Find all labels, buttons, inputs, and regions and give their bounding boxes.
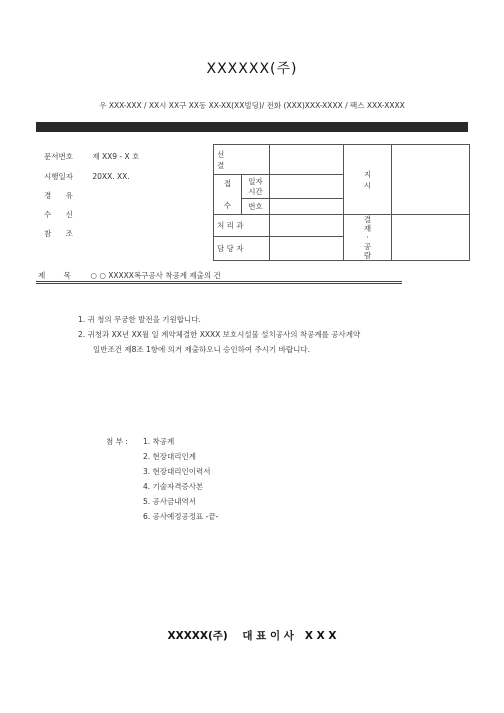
attachment-item: 3. 현장대리인이력서 xyxy=(143,467,211,476)
doc-number-value: 제 XX9 - X 호 xyxy=(92,152,140,161)
damdangja-cell: 담 당 자 xyxy=(214,237,270,261)
company-title: XXXXXX(주) xyxy=(206,61,298,77)
date-label: 시행일자 xyxy=(44,172,73,181)
jisi-cell: 지 시 xyxy=(344,145,392,215)
to-label: 수 신 xyxy=(44,210,79,219)
subject-row xyxy=(38,270,402,281)
subject-underline xyxy=(36,281,402,284)
doc-number-row xyxy=(44,151,139,162)
body-line-1: 1. 귀 청의 무궁한 발전을 기원합니다. xyxy=(78,315,201,324)
subject-label: 제 목 xyxy=(38,271,79,280)
damdangja-value-cell xyxy=(270,237,344,261)
attachment-item: 5. 공사금내역서 xyxy=(143,497,197,506)
jisi-value-cell xyxy=(392,145,470,215)
body-line-2: 2. 귀청과 XX년 XX월 일 계약체결한 XXXX 보호시설물 설치공사의 착공계를 공사계약 xyxy=(78,330,361,339)
header-divider-bar xyxy=(36,122,468,132)
ref-label: 참 조 xyxy=(44,229,79,238)
doc-number-label: 문서번호 xyxy=(44,152,73,161)
seongyeol-value-cell xyxy=(270,145,344,175)
su-label: 수 xyxy=(223,201,232,210)
date-value: 20XX. XX. xyxy=(92,172,130,181)
approval-table xyxy=(213,144,470,261)
subject-text: ○ ○ XXXXX복구공사 착공계 제출의 건 xyxy=(90,271,221,280)
attachment-item: 4. 기술자격증사본 xyxy=(143,482,204,491)
ilja-sigan-cell: 일자 시간 xyxy=(242,175,270,199)
seongyeol-cell: 선 결 xyxy=(214,145,270,175)
attachment-item: 2. 현장대리인계 xyxy=(143,452,197,461)
gyeoljae-cell: 결 재 · 공 람 xyxy=(344,215,392,261)
attachment-item: 6. 공사예정공정표 -끝- xyxy=(143,512,219,521)
body-line-3: 일반조건 제8조 1항에 의거 제출하오니 승인하여 주시기 바랍니다. xyxy=(93,345,310,354)
attachment-item: 1. 착공계 xyxy=(143,437,175,446)
beonho-value-cell xyxy=(270,199,344,215)
cheorigwa-value-cell xyxy=(270,215,344,237)
gyeoljae-value-cell xyxy=(392,215,470,261)
to-row xyxy=(44,209,90,220)
jeopsu-label: 접 xyxy=(223,179,232,188)
company-address: 우 XXX-XXX / XX시 XX구 XX동 XX-XX(XX빌딩)/ 전화 (XXX)XXX-XXXX / 팩스 XXX-XXXX xyxy=(99,101,405,110)
jeopsu-cell xyxy=(214,175,242,215)
signature-line: XXXXX(주) 대 표 이 사 X X X xyxy=(167,630,337,642)
attachment-label: 첨 부 : xyxy=(106,437,128,446)
via-row xyxy=(44,190,90,201)
via-label: 경 유 xyxy=(44,191,79,200)
ref-row xyxy=(44,228,90,239)
ilja-sigan-value-cell xyxy=(270,175,344,199)
beonho-cell: 번호 xyxy=(242,199,270,215)
cheorigwa-cell: 처 리 과 xyxy=(214,215,270,237)
date-row xyxy=(44,171,130,182)
